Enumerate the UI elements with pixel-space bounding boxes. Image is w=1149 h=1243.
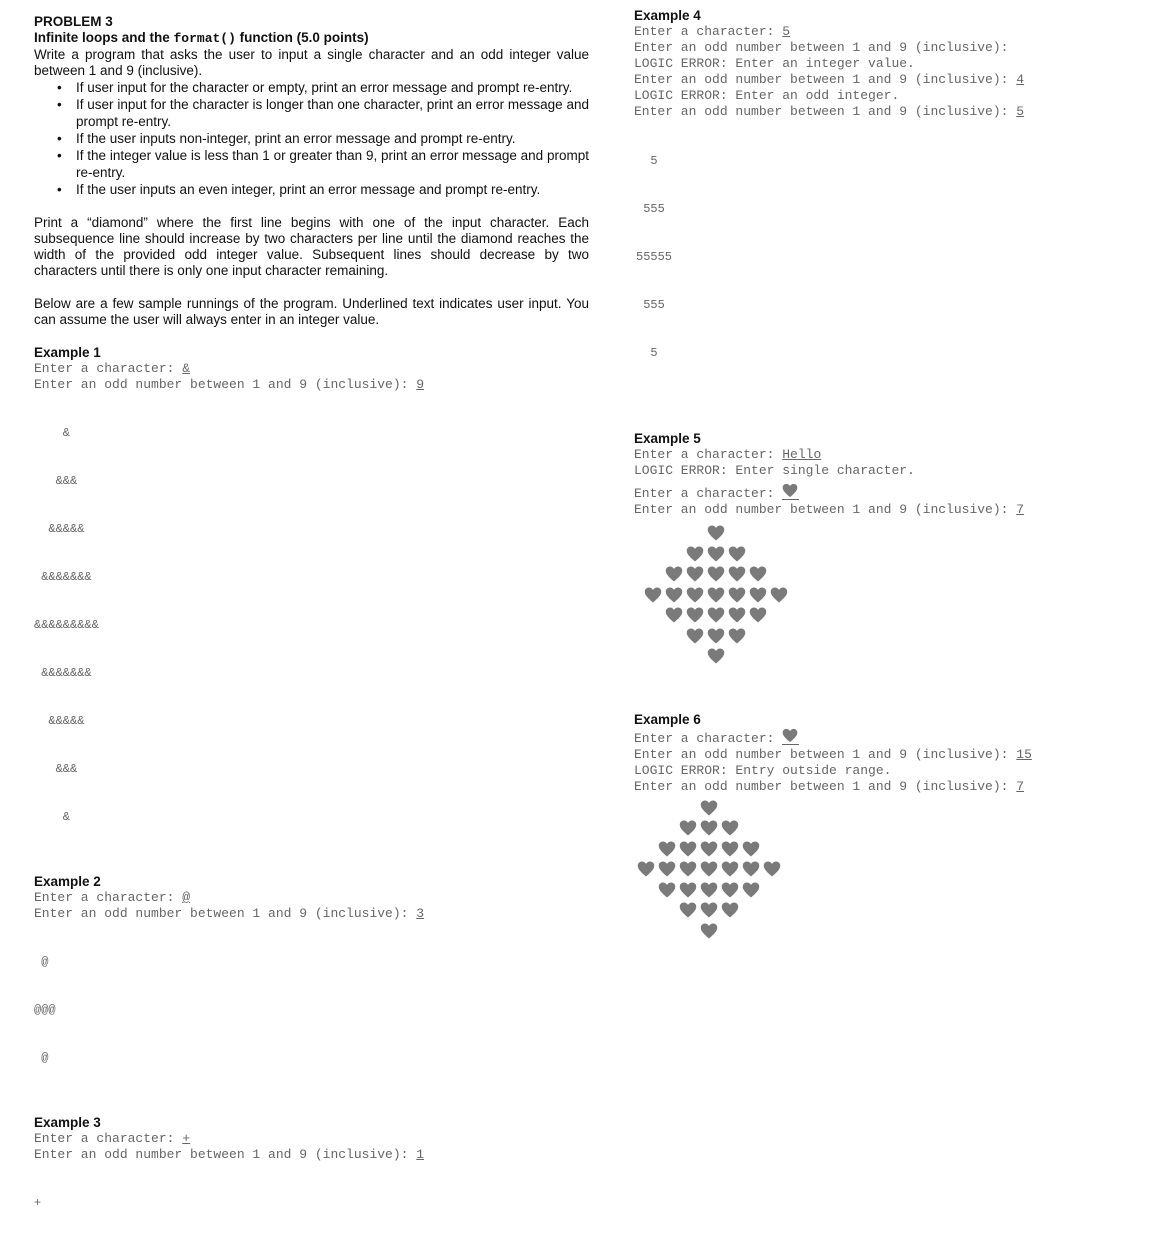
heart-icon	[707, 627, 725, 645]
heart-icon	[700, 901, 718, 919]
example-4-num-prompt: Enter an odd number between 1 and 9 (inclusive):	[634, 40, 1017, 55]
heart-icon	[728, 606, 746, 624]
heart-row	[637, 901, 1134, 922]
heart-icon	[665, 606, 683, 624]
diamond-line: &&&&&&&&&	[34, 618, 99, 632]
heart-icon	[686, 606, 704, 624]
example-3-diamond	[34, 1163, 589, 1243]
example-4-title: Example 4	[634, 8, 701, 23]
example-2-title: Example 2	[34, 874, 101, 889]
heart-icon	[679, 901, 697, 919]
heart-row	[637, 922, 1134, 943]
heart-icon	[686, 627, 704, 645]
heart-icon	[707, 524, 725, 542]
diamond-line: 555	[636, 202, 665, 216]
diamond-description: Print a “diamond” where the first line begins with one of the input character. Each subsequence line should increase by two characters per line until the diamond reaches the width of the provided odd integer value. Subsequent lines should decrease by two characters until there is only one input character remaining.	[34, 215, 589, 278]
example-6-char-prompt: Enter a character:	[634, 728, 1134, 747]
diamond-line: @	[34, 1051, 49, 1065]
example-6-num-prompt-2: Enter an odd number between 1 and 9 (inclusive): 7	[634, 778, 1025, 794]
heart-icon	[707, 545, 725, 563]
heart-icon	[763, 860, 781, 878]
heart-row	[637, 819, 1134, 840]
example-2-diamond	[34, 922, 589, 1098]
example-4-char-prompt: Enter a character: 5	[634, 24, 791, 39]
heart-icon	[700, 860, 718, 878]
heart-icon	[721, 819, 739, 837]
requirement-item: • If the user inputs an even integer, print an error message and prompt re-entry.	[76, 181, 589, 198]
diamond-line: &	[34, 810, 71, 824]
heart-row	[644, 606, 1134, 627]
heart-row	[644, 647, 1134, 668]
heart-icon	[700, 799, 718, 817]
right-column	[634, 8, 1134, 942]
problem-intro: Write a program that asks the user to input a single character and an odd integer value between 1 and 9 (inclusive).	[34, 47, 589, 78]
diamond-line: 5	[636, 346, 658, 360]
heart-icon	[658, 840, 676, 858]
diamond-line: &&&&&	[34, 522, 85, 536]
requirements-list	[34, 79, 589, 198]
example-4-error-2: LOGIC ERROR: Enter an odd integer.	[634, 88, 900, 103]
heart-icon	[665, 565, 683, 583]
heart-icon	[721, 840, 739, 858]
diamond-line: 55555	[636, 250, 673, 264]
example-5-diamond	[644, 524, 1134, 668]
heart-icon	[700, 881, 718, 899]
problem-title: Infinite loops and the format() function (5.0 points)	[34, 30, 369, 46]
diamond-line: &&&	[34, 474, 78, 488]
heart-icon	[728, 565, 746, 583]
heart-icon	[700, 922, 718, 940]
heart-icon	[679, 819, 697, 837]
heart-icon	[658, 860, 676, 878]
example-3-title: Example 3	[34, 1115, 101, 1130]
example-1-num-prompt: Enter an odd number between 1 and 9 (inclusive): 9	[34, 377, 425, 392]
example-4-error-1: LOGIC ERROR: Enter an integer value.	[634, 56, 915, 71]
heart-icon	[686, 545, 704, 563]
heart-row	[644, 565, 1134, 586]
heart-icon	[742, 860, 760, 878]
heart-icon	[742, 840, 760, 858]
heart-icon	[686, 565, 704, 583]
heart-icon	[770, 586, 788, 604]
heart-icon	[679, 881, 697, 899]
example-4-num-prompt-2: Enter an odd number between 1 and 9 (inclusive): 4	[634, 72, 1025, 87]
heart-icon	[686, 586, 704, 604]
heart-icon	[679, 860, 697, 878]
problem-number: PROBLEM 3	[34, 14, 113, 29]
heart-row	[637, 799, 1134, 820]
heart-row	[644, 586, 1134, 607]
example-5-error-1: LOGIC ERROR: Enter single character.	[634, 463, 915, 478]
example-6-diamond	[637, 799, 1134, 943]
heart-icon	[707, 586, 725, 604]
heart-icon	[728, 545, 746, 563]
left-column	[34, 14, 589, 1243]
heart-icon	[679, 840, 697, 858]
heart-icon	[637, 860, 655, 878]
heart-icon	[782, 483, 799, 500]
heart-icon	[707, 565, 725, 583]
example-5-num-prompt: Enter an odd number between 1 and 9 (inclusive): 7	[634, 502, 1025, 517]
heart-icon	[700, 840, 718, 858]
diamond-line: &&&&&	[34, 714, 85, 728]
example-3-char-prompt: Enter a character: +	[34, 1131, 191, 1146]
heart-row	[637, 881, 1134, 902]
heart-icon	[665, 586, 683, 604]
heart-icon	[728, 586, 746, 604]
example-5-char-prompt: Enter a character: Hello	[634, 447, 822, 462]
heart-icon	[782, 728, 799, 745]
example-6-num-prompt: Enter an odd number between 1 and 9 (inclusive): 15	[634, 746, 1032, 762]
heart-row	[637, 840, 1134, 861]
heart-icon	[644, 586, 662, 604]
requirement-item: • If the integer value is less than 1 or greater than 9, print an error message and prompt re-entry.	[76, 147, 589, 181]
example-3-num-prompt: Enter an odd number between 1 and 9 (inclusive): 1	[34, 1147, 425, 1162]
heart-icon	[749, 586, 767, 604]
heart-icon	[728, 627, 746, 645]
requirement-item: • If the user inputs non-integer, print an error message and prompt re-entry.	[76, 130, 589, 147]
example-1-title: Example 1	[34, 345, 101, 360]
diamond-line: @	[34, 955, 49, 969]
heart-icon	[742, 881, 760, 899]
example-2-num-prompt: Enter an odd number between 1 and 9 (inclusive): 3	[34, 906, 425, 921]
heart-row	[644, 627, 1134, 648]
samples-description: Below are a few sample runnings of the program. Underlined text indicates user input. You can assume the user will always enter in an integer value.	[34, 296, 589, 327]
example-4-num-prompt-3: Enter an odd number between 1 and 9 (inclusive): 5	[634, 104, 1025, 119]
heart-row	[644, 524, 1134, 545]
heart-row	[644, 545, 1134, 566]
example-1-char-prompt: Enter a character: &	[34, 361, 191, 376]
diamond-line: &	[34, 426, 71, 440]
example-1-diamond	[34, 393, 589, 857]
diamond-line: +	[34, 1196, 42, 1210]
heart-icon	[721, 881, 739, 899]
heart-icon	[749, 565, 767, 583]
diamond-line: &&&	[34, 762, 78, 776]
diamond-line: 5	[636, 154, 658, 168]
requirement-item: • If user input for the character is longer than one character, print an error message and prompt re-entry.	[76, 96, 589, 130]
heart-icon	[700, 819, 718, 837]
example-5-char-prompt-2: Enter a character:	[634, 483, 1134, 502]
diamond-line: &&&&&&&	[34, 570, 92, 584]
heart-icon	[749, 606, 767, 624]
heart-icon	[721, 901, 739, 919]
example-4-diamond	[634, 121, 1134, 393]
heart-icon	[707, 606, 725, 624]
example-2-char-prompt: Enter a character: @	[34, 890, 191, 905]
requirement-item: • If user input for the character or empty, print an error message and prompt re-entry.	[76, 79, 589, 96]
example-6-title: Example 6	[634, 711, 701, 727]
diamond-line: 555	[636, 298, 665, 312]
heart-row	[637, 860, 1134, 881]
diamond-line: &&&&&&&	[34, 666, 92, 680]
diamond-line: @@@	[34, 1003, 56, 1017]
example-5-title: Example 5	[634, 431, 701, 446]
example-6-error-1: LOGIC ERROR: Entry outside range.	[634, 762, 892, 778]
heart-icon	[721, 860, 739, 878]
heart-icon	[707, 647, 725, 665]
heart-icon	[658, 881, 676, 899]
